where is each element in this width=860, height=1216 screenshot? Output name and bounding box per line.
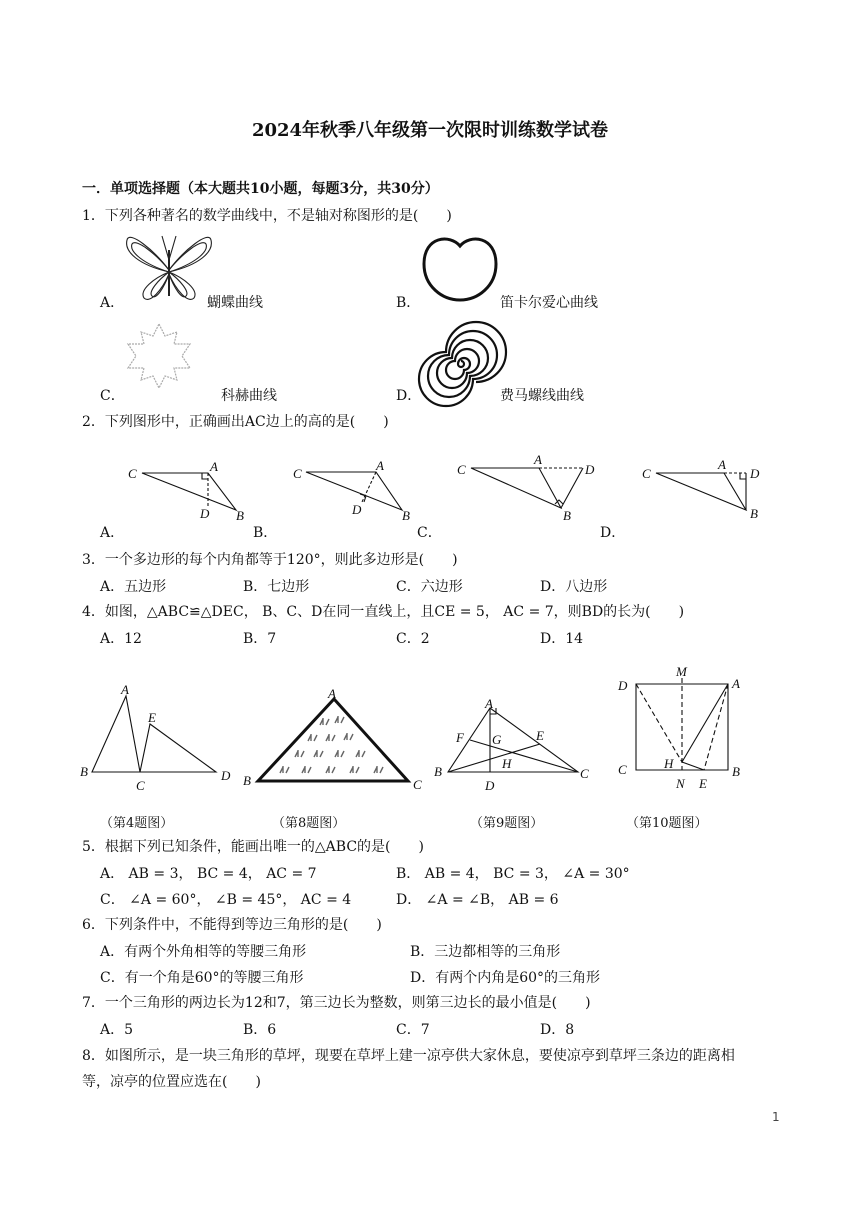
point-label-c: C [642,466,651,481]
q1-option-d-letter: D． [396,388,422,404]
page-number: 1 [772,1110,780,1124]
question-6-stem: 6．下列条件中，不能得到等边三角形的是( ) [82,917,382,933]
point-label-b: B [402,508,410,523]
point-label-a: A [376,458,384,473]
q1-option-a-text: 蝴蝶曲线 [207,295,263,311]
q5-option-b: B． AB = 4， BC = 3， ∠A = 30° [396,866,630,882]
q1-option-b-text: 笛卡尔爱心曲线 [500,295,598,311]
q6-option-d: D．有两个内角是60°的三角形 [410,970,601,986]
question-7-stem: 7．一个三角形的两边长为12和7，第三边长为整数，则第三边长的最小值是( ) [82,995,591,1011]
question-5-stem: 5．根据下列已知条件，能画出唯一的△ABC的是( ) [82,839,424,855]
figure-q10 [614,662,764,796]
q2-figure-b [290,456,420,526]
point-label-c: C [128,466,137,481]
fermat-spiral-icon [425,328,497,400]
point-label-b: B [732,764,740,779]
point-label-h: H [664,756,674,771]
q4-option-b: B．7 [243,631,277,647]
point-label-c: C [136,778,145,793]
q4-option-d: D．14 [540,631,584,647]
q4-option-c: C．2 [396,631,430,647]
question-3-stem: 3．一个多边形的每个内角都等于120°，则此多边形是( ) [82,552,458,568]
figure-q8-lawn [240,685,430,795]
point-label-e: E [699,776,707,791]
question-2-stem: 2．下列图形中，正确画出AC边上的高的是( ) [82,414,389,430]
point-label-e: E [148,710,156,725]
q5-option-d: D． ∠A = ∠B， AB = 6 [396,892,559,908]
point-label-n: N [676,776,685,791]
q2-figure-d [640,456,770,526]
q5-option-a: A． AB = 3， BC = 4， AC = 7 [100,866,317,882]
point-label-b: B [563,508,571,523]
figure-q4 [76,680,236,800]
q1-option-a-letter: A． [100,295,125,311]
point-label-d: D [485,778,495,793]
q2-option-c: C． [417,525,442,541]
q4-option-a: A．12 [100,631,142,647]
butterfly-curve-icon [124,230,214,306]
q6-option-c: C．有一个角是60°的等腰三角形 [100,970,304,986]
question-8-stem-line2: 等，凉亭的位置应选在( ) [82,1074,261,1090]
q3-option-d: D．八边形 [540,579,608,595]
figure-q9 [432,694,602,798]
point-label-a: A [121,682,129,697]
point-label-c: C [580,766,589,781]
point-label-a: A [210,459,218,474]
point-label-b: B [750,506,758,521]
q6-option-a: A．有两个外角相等的等腰三角形 [100,944,307,960]
q1-option-c-letter: C． [100,388,125,404]
point-label-c: C [618,762,627,777]
point-label-f: F [456,730,464,745]
point-label-h: H [502,756,512,771]
point-label-a: A [732,676,740,691]
question-1-stem: 1．下列各种著名的数学曲线中，不是轴对称图形的是( ) [82,208,452,224]
koch-snowflake-icon [122,322,196,390]
point-label-b: B [236,508,244,523]
q7-option-d: D．8 [540,1022,575,1038]
point-label-m: M [676,664,687,679]
q1-option-b-letter: B． [396,295,421,311]
caption-q4: （第4题图） [100,816,174,831]
q1-option-c-text: 科赫曲线 [221,388,277,404]
point-label-d: D [585,462,595,477]
question-8-stem-line1: 8．如图所示，是一块三角形的草坪，现要在草坪上建一凉亭供大家休息，要使凉亭到草坪三条边的距离相 [82,1048,735,1064]
point-label-c: C [457,462,466,477]
cardioid-curve-icon [420,236,500,302]
section-heading: 一．单项选择题（本大题共10小题，每题3分，共30分） [82,181,439,197]
point-label-d: D [221,768,231,783]
caption-q9: （第9题图） [470,816,544,831]
q7-option-c: C．7 [396,1022,430,1038]
point-label-d: D [618,678,628,693]
q6-option-b: B．三边都相等的三角形 [410,944,561,960]
point-label-e: E [536,728,544,743]
point-label-a: A [718,457,726,472]
point-label-g: G [492,732,502,747]
point-label-a: A [534,452,542,467]
point-label-a: A [328,686,336,701]
point-label-c: C [413,777,422,792]
q7-option-a: A．5 [100,1022,134,1038]
q2-option-a: A． [100,525,125,541]
point-label-b: B [80,764,88,779]
q2-option-d: D． [600,525,626,541]
point-label-d: D [200,506,210,521]
q1-option-d-text: 费马螺线曲线 [500,388,584,404]
q7-option-b: B．6 [243,1022,277,1038]
point-label-b: B [243,773,251,788]
question-4-stem: 4．如图，△ABC≌△DEC， B、C、D在同一直线上，且CE = 5， AC = 7，则BD的长为( ) [82,604,685,620]
point-label-a: A [485,696,493,711]
q2-figure-a [124,456,254,526]
q2-figure-c [455,452,605,524]
point-label-c: C [293,466,302,481]
q3-option-a: A．五边形 [100,579,167,595]
q5-option-c: C． ∠A = 60°， ∠B = 45°， AC = 4 [100,892,352,908]
caption-q10: （第10题图） [626,816,708,831]
q3-option-c: C．六边形 [396,579,463,595]
q3-option-b: B．七边形 [243,579,310,595]
point-label-d: D [352,502,362,517]
point-label-b: B [434,764,442,779]
point-label-d: D [750,466,760,481]
page-title: 2024年秋季八年级第一次限时训练数学试卷 [251,120,609,141]
caption-q8: （第8题图） [272,816,346,831]
q2-option-b: B． [253,525,278,541]
